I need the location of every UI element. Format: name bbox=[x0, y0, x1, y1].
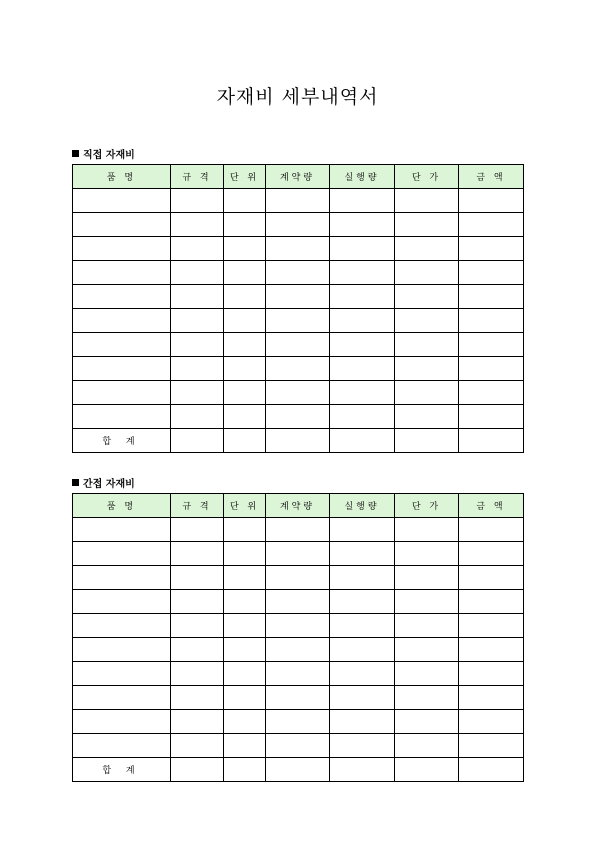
cell-item-name[interactable] bbox=[73, 237, 171, 261]
cell-unit-price[interactable] bbox=[395, 237, 459, 261]
cell-contract-qty[interactable] bbox=[266, 357, 330, 381]
cell-contract-qty[interactable] bbox=[266, 261, 330, 285]
cell-spec[interactable] bbox=[171, 518, 224, 542]
cell-unit[interactable] bbox=[224, 542, 266, 566]
cell-item-name[interactable] bbox=[73, 405, 171, 429]
cell-item-name[interactable] bbox=[73, 590, 171, 614]
document-title: 자재비 세부내역서 bbox=[216, 86, 379, 108]
cell-unit-price[interactable] bbox=[395, 566, 459, 590]
column-header-amount: 금 액 bbox=[459, 494, 524, 518]
cell-actual-qty[interactable] bbox=[330, 542, 395, 566]
cell-unit[interactable] bbox=[224, 686, 266, 710]
cell-unit[interactable] bbox=[224, 405, 266, 429]
total-cell-unit-price[interactable] bbox=[395, 758, 459, 782]
column-header-item-name: 품 명 bbox=[73, 165, 171, 189]
cell-unit-price[interactable] bbox=[395, 333, 459, 357]
table-row bbox=[73, 710, 524, 734]
total-cell-spec[interactable] bbox=[171, 429, 224, 453]
cell-contract-qty[interactable] bbox=[266, 309, 330, 333]
column-header-unit-price: 단 가 bbox=[395, 165, 459, 189]
cell-unit[interactable] bbox=[224, 518, 266, 542]
cell-unit-price[interactable] bbox=[395, 261, 459, 285]
cell-contract-qty[interactable] bbox=[266, 638, 330, 662]
cell-unit-price[interactable] bbox=[395, 662, 459, 686]
cell-contract-qty[interactable] bbox=[266, 734, 330, 758]
cell-amount[interactable] bbox=[459, 614, 524, 638]
table-row bbox=[73, 405, 524, 429]
cell-amount[interactable] bbox=[459, 518, 524, 542]
section-label-direct bbox=[72, 146, 135, 161]
cell-unit[interactable] bbox=[224, 357, 266, 381]
total-cell-unit[interactable] bbox=[224, 758, 266, 782]
cell-item-name[interactable] bbox=[73, 309, 171, 333]
cell-spec[interactable] bbox=[171, 662, 224, 686]
cell-actual-qty[interactable] bbox=[330, 213, 395, 237]
cell-spec[interactable] bbox=[171, 381, 224, 405]
cell-unit-price[interactable] bbox=[395, 357, 459, 381]
cell-amount[interactable] bbox=[459, 357, 524, 381]
table-row bbox=[73, 638, 524, 662]
total-cell-spec[interactable] bbox=[171, 758, 224, 782]
table-row bbox=[73, 542, 524, 566]
total-cell-contract-qty[interactable] bbox=[266, 758, 330, 782]
cell-unit-price[interactable] bbox=[395, 542, 459, 566]
cell-contract-qty[interactable] bbox=[266, 405, 330, 429]
cell-spec[interactable] bbox=[171, 189, 224, 213]
cell-amount[interactable] bbox=[459, 381, 524, 405]
header-row bbox=[73, 165, 524, 189]
table-row bbox=[73, 357, 524, 381]
cell-unit[interactable] bbox=[224, 734, 266, 758]
cell-amount[interactable] bbox=[459, 237, 524, 261]
cell-unit-price[interactable] bbox=[395, 518, 459, 542]
column-header-spec: 규 격 bbox=[171, 494, 224, 518]
total-row bbox=[73, 758, 524, 782]
cell-contract-qty[interactable] bbox=[266, 333, 330, 357]
cell-unit[interactable] bbox=[224, 590, 266, 614]
table-row bbox=[73, 614, 524, 638]
cell-item-name[interactable] bbox=[73, 542, 171, 566]
cell-actual-qty[interactable] bbox=[330, 405, 395, 429]
section-label-text: 직접 자재비 bbox=[83, 150, 135, 161]
table-row bbox=[73, 566, 524, 590]
cell-unit[interactable] bbox=[224, 662, 266, 686]
cell-actual-qty[interactable] bbox=[330, 518, 395, 542]
cell-actual-qty[interactable] bbox=[330, 357, 395, 381]
cell-spec[interactable] bbox=[171, 405, 224, 429]
cell-actual-qty[interactable] bbox=[330, 590, 395, 614]
table-row bbox=[73, 590, 524, 614]
cell-amount[interactable] bbox=[459, 261, 524, 285]
cell-item-name[interactable] bbox=[73, 381, 171, 405]
cell-amount[interactable] bbox=[459, 333, 524, 357]
cell-contract-qty[interactable] bbox=[266, 662, 330, 686]
cell-unit-price[interactable] bbox=[395, 189, 459, 213]
cell-spec[interactable] bbox=[171, 237, 224, 261]
table-row bbox=[73, 734, 524, 758]
cell-amount[interactable] bbox=[459, 285, 524, 309]
cell-amount[interactable] bbox=[459, 590, 524, 614]
square-bullet-icon bbox=[72, 150, 79, 157]
cell-amount[interactable] bbox=[459, 566, 524, 590]
cell-contract-qty[interactable] bbox=[266, 518, 330, 542]
column-header-spec: 규 격 bbox=[171, 165, 224, 189]
cell-item-name[interactable] bbox=[73, 213, 171, 237]
section-label-indirect bbox=[72, 475, 135, 490]
table-row bbox=[73, 518, 524, 542]
cell-contract-qty[interactable] bbox=[266, 237, 330, 261]
square-bullet-icon bbox=[72, 479, 79, 486]
header-row bbox=[73, 494, 524, 518]
total-cell-amount[interactable] bbox=[459, 758, 524, 782]
cell-spec[interactable] bbox=[171, 333, 224, 357]
cell-contract-qty[interactable] bbox=[266, 590, 330, 614]
cell-actual-qty[interactable] bbox=[330, 261, 395, 285]
cell-amount[interactable] bbox=[459, 710, 524, 734]
total-cell-actual-qty[interactable] bbox=[330, 429, 395, 453]
cell-actual-qty[interactable] bbox=[330, 638, 395, 662]
section-label-text: 간접 자재비 bbox=[83, 479, 135, 490]
table-row bbox=[73, 261, 524, 285]
cell-spec[interactable] bbox=[171, 614, 224, 638]
cell-item-name[interactable] bbox=[73, 189, 171, 213]
cell-unit[interactable] bbox=[224, 614, 266, 638]
cell-item-name[interactable] bbox=[73, 638, 171, 662]
cell-actual-qty[interactable] bbox=[330, 710, 395, 734]
table-row bbox=[73, 213, 524, 237]
cell-item-name[interactable] bbox=[73, 333, 171, 357]
cell-amount[interactable] bbox=[459, 189, 524, 213]
cell-amount[interactable] bbox=[459, 662, 524, 686]
cell-contract-qty[interactable] bbox=[266, 566, 330, 590]
cell-item-name[interactable] bbox=[73, 734, 171, 758]
cell-actual-qty[interactable] bbox=[330, 614, 395, 638]
cell-unit[interactable] bbox=[224, 237, 266, 261]
cell-actual-qty[interactable] bbox=[330, 309, 395, 333]
column-header-amount: 금 액 bbox=[459, 165, 524, 189]
cell-spec[interactable] bbox=[171, 542, 224, 566]
cell-unit[interactable] bbox=[224, 261, 266, 285]
cell-unit[interactable] bbox=[224, 189, 266, 213]
cell-amount[interactable] bbox=[459, 638, 524, 662]
cell-item-name[interactable] bbox=[73, 662, 171, 686]
column-header-actual-qty: 실행량 bbox=[330, 494, 395, 518]
cell-unit[interactable] bbox=[224, 309, 266, 333]
cell-item-name[interactable] bbox=[73, 686, 171, 710]
cell-item-name[interactable] bbox=[73, 614, 171, 638]
cell-actual-qty[interactable] bbox=[330, 686, 395, 710]
table-row bbox=[73, 662, 524, 686]
cell-actual-qty[interactable] bbox=[330, 734, 395, 758]
cell-unit[interactable] bbox=[224, 638, 266, 662]
cell-unit-price[interactable] bbox=[395, 590, 459, 614]
cell-contract-qty[interactable] bbox=[266, 710, 330, 734]
indirect-materials-table bbox=[72, 493, 524, 782]
table-row bbox=[73, 686, 524, 710]
table-row bbox=[73, 189, 524, 213]
total-label: 합 계 bbox=[73, 429, 171, 453]
cell-contract-qty[interactable] bbox=[266, 381, 330, 405]
cell-amount[interactable] bbox=[459, 405, 524, 429]
column-header-actual-qty: 실행량 bbox=[330, 165, 395, 189]
cell-amount[interactable] bbox=[459, 309, 524, 333]
cell-spec[interactable] bbox=[171, 710, 224, 734]
cell-unit[interactable] bbox=[224, 381, 266, 405]
cell-actual-qty[interactable] bbox=[330, 285, 395, 309]
cell-amount[interactable] bbox=[459, 686, 524, 710]
total-cell-actual-qty[interactable] bbox=[330, 758, 395, 782]
cell-contract-qty[interactable] bbox=[266, 542, 330, 566]
total-cell-contract-qty[interactable] bbox=[266, 429, 330, 453]
cell-unit[interactable] bbox=[224, 566, 266, 590]
total-label: 합 계 bbox=[73, 758, 171, 782]
column-header-contract-qty: 계약량 bbox=[266, 494, 330, 518]
cell-spec[interactable] bbox=[171, 566, 224, 590]
cell-unit[interactable] bbox=[224, 710, 266, 734]
cell-unit-price[interactable] bbox=[395, 686, 459, 710]
cell-contract-qty[interactable] bbox=[266, 189, 330, 213]
cell-unit-price[interactable] bbox=[395, 285, 459, 309]
cell-contract-qty[interactable] bbox=[266, 213, 330, 237]
table-row bbox=[73, 333, 524, 357]
cell-unit-price[interactable] bbox=[395, 405, 459, 429]
cell-spec[interactable] bbox=[171, 309, 224, 333]
table-row bbox=[73, 237, 524, 261]
cell-actual-qty[interactable] bbox=[330, 566, 395, 590]
cell-contract-qty[interactable] bbox=[266, 686, 330, 710]
cell-contract-qty[interactable] bbox=[266, 614, 330, 638]
cell-unit[interactable] bbox=[224, 333, 266, 357]
column-header-contract-qty: 계약량 bbox=[266, 165, 330, 189]
cell-unit-price[interactable] bbox=[395, 638, 459, 662]
cell-spec[interactable] bbox=[171, 285, 224, 309]
cell-unit-price[interactable] bbox=[395, 213, 459, 237]
cell-unit-price[interactable] bbox=[395, 734, 459, 758]
cell-amount[interactable] bbox=[459, 213, 524, 237]
column-header-unit-price: 단 가 bbox=[395, 494, 459, 518]
cell-spec[interactable] bbox=[171, 590, 224, 614]
table-row bbox=[73, 381, 524, 405]
cell-item-name[interactable] bbox=[73, 357, 171, 381]
cell-item-name[interactable] bbox=[73, 710, 171, 734]
cell-amount[interactable] bbox=[459, 734, 524, 758]
cell-spec[interactable] bbox=[171, 357, 224, 381]
cell-item-name[interactable] bbox=[73, 518, 171, 542]
cell-actual-qty[interactable] bbox=[330, 381, 395, 405]
cell-contract-qty[interactable] bbox=[266, 285, 330, 309]
cell-item-name[interactable] bbox=[73, 285, 171, 309]
cell-actual-qty[interactable] bbox=[330, 333, 395, 357]
cell-item-name[interactable] bbox=[73, 566, 171, 590]
total-cell-amount[interactable] bbox=[459, 429, 524, 453]
total-row bbox=[73, 429, 524, 453]
cell-spec[interactable] bbox=[171, 261, 224, 285]
cell-actual-qty[interactable] bbox=[330, 662, 395, 686]
cell-unit-price[interactable] bbox=[395, 309, 459, 333]
cell-spec[interactable] bbox=[171, 638, 224, 662]
cell-actual-qty[interactable] bbox=[330, 237, 395, 261]
cell-unit[interactable] bbox=[224, 285, 266, 309]
cell-unit-price[interactable] bbox=[395, 614, 459, 638]
table-row bbox=[73, 285, 524, 309]
cell-unit-price[interactable] bbox=[395, 381, 459, 405]
cell-spec[interactable] bbox=[171, 686, 224, 710]
total-cell-unit-price[interactable] bbox=[395, 429, 459, 453]
column-header-unit: 단 위 bbox=[224, 165, 266, 189]
cell-amount[interactable] bbox=[459, 542, 524, 566]
cell-unit-price[interactable] bbox=[395, 710, 459, 734]
column-header-unit: 단 위 bbox=[224, 494, 266, 518]
cell-spec[interactable] bbox=[171, 213, 224, 237]
cell-spec[interactable] bbox=[171, 734, 224, 758]
cell-unit[interactable] bbox=[224, 213, 266, 237]
cell-actual-qty[interactable] bbox=[330, 189, 395, 213]
direct-materials-table bbox=[72, 164, 524, 453]
table-row bbox=[73, 309, 524, 333]
cell-item-name[interactable] bbox=[73, 261, 171, 285]
column-header-item-name: 품 명 bbox=[73, 494, 171, 518]
total-cell-unit[interactable] bbox=[224, 429, 266, 453]
